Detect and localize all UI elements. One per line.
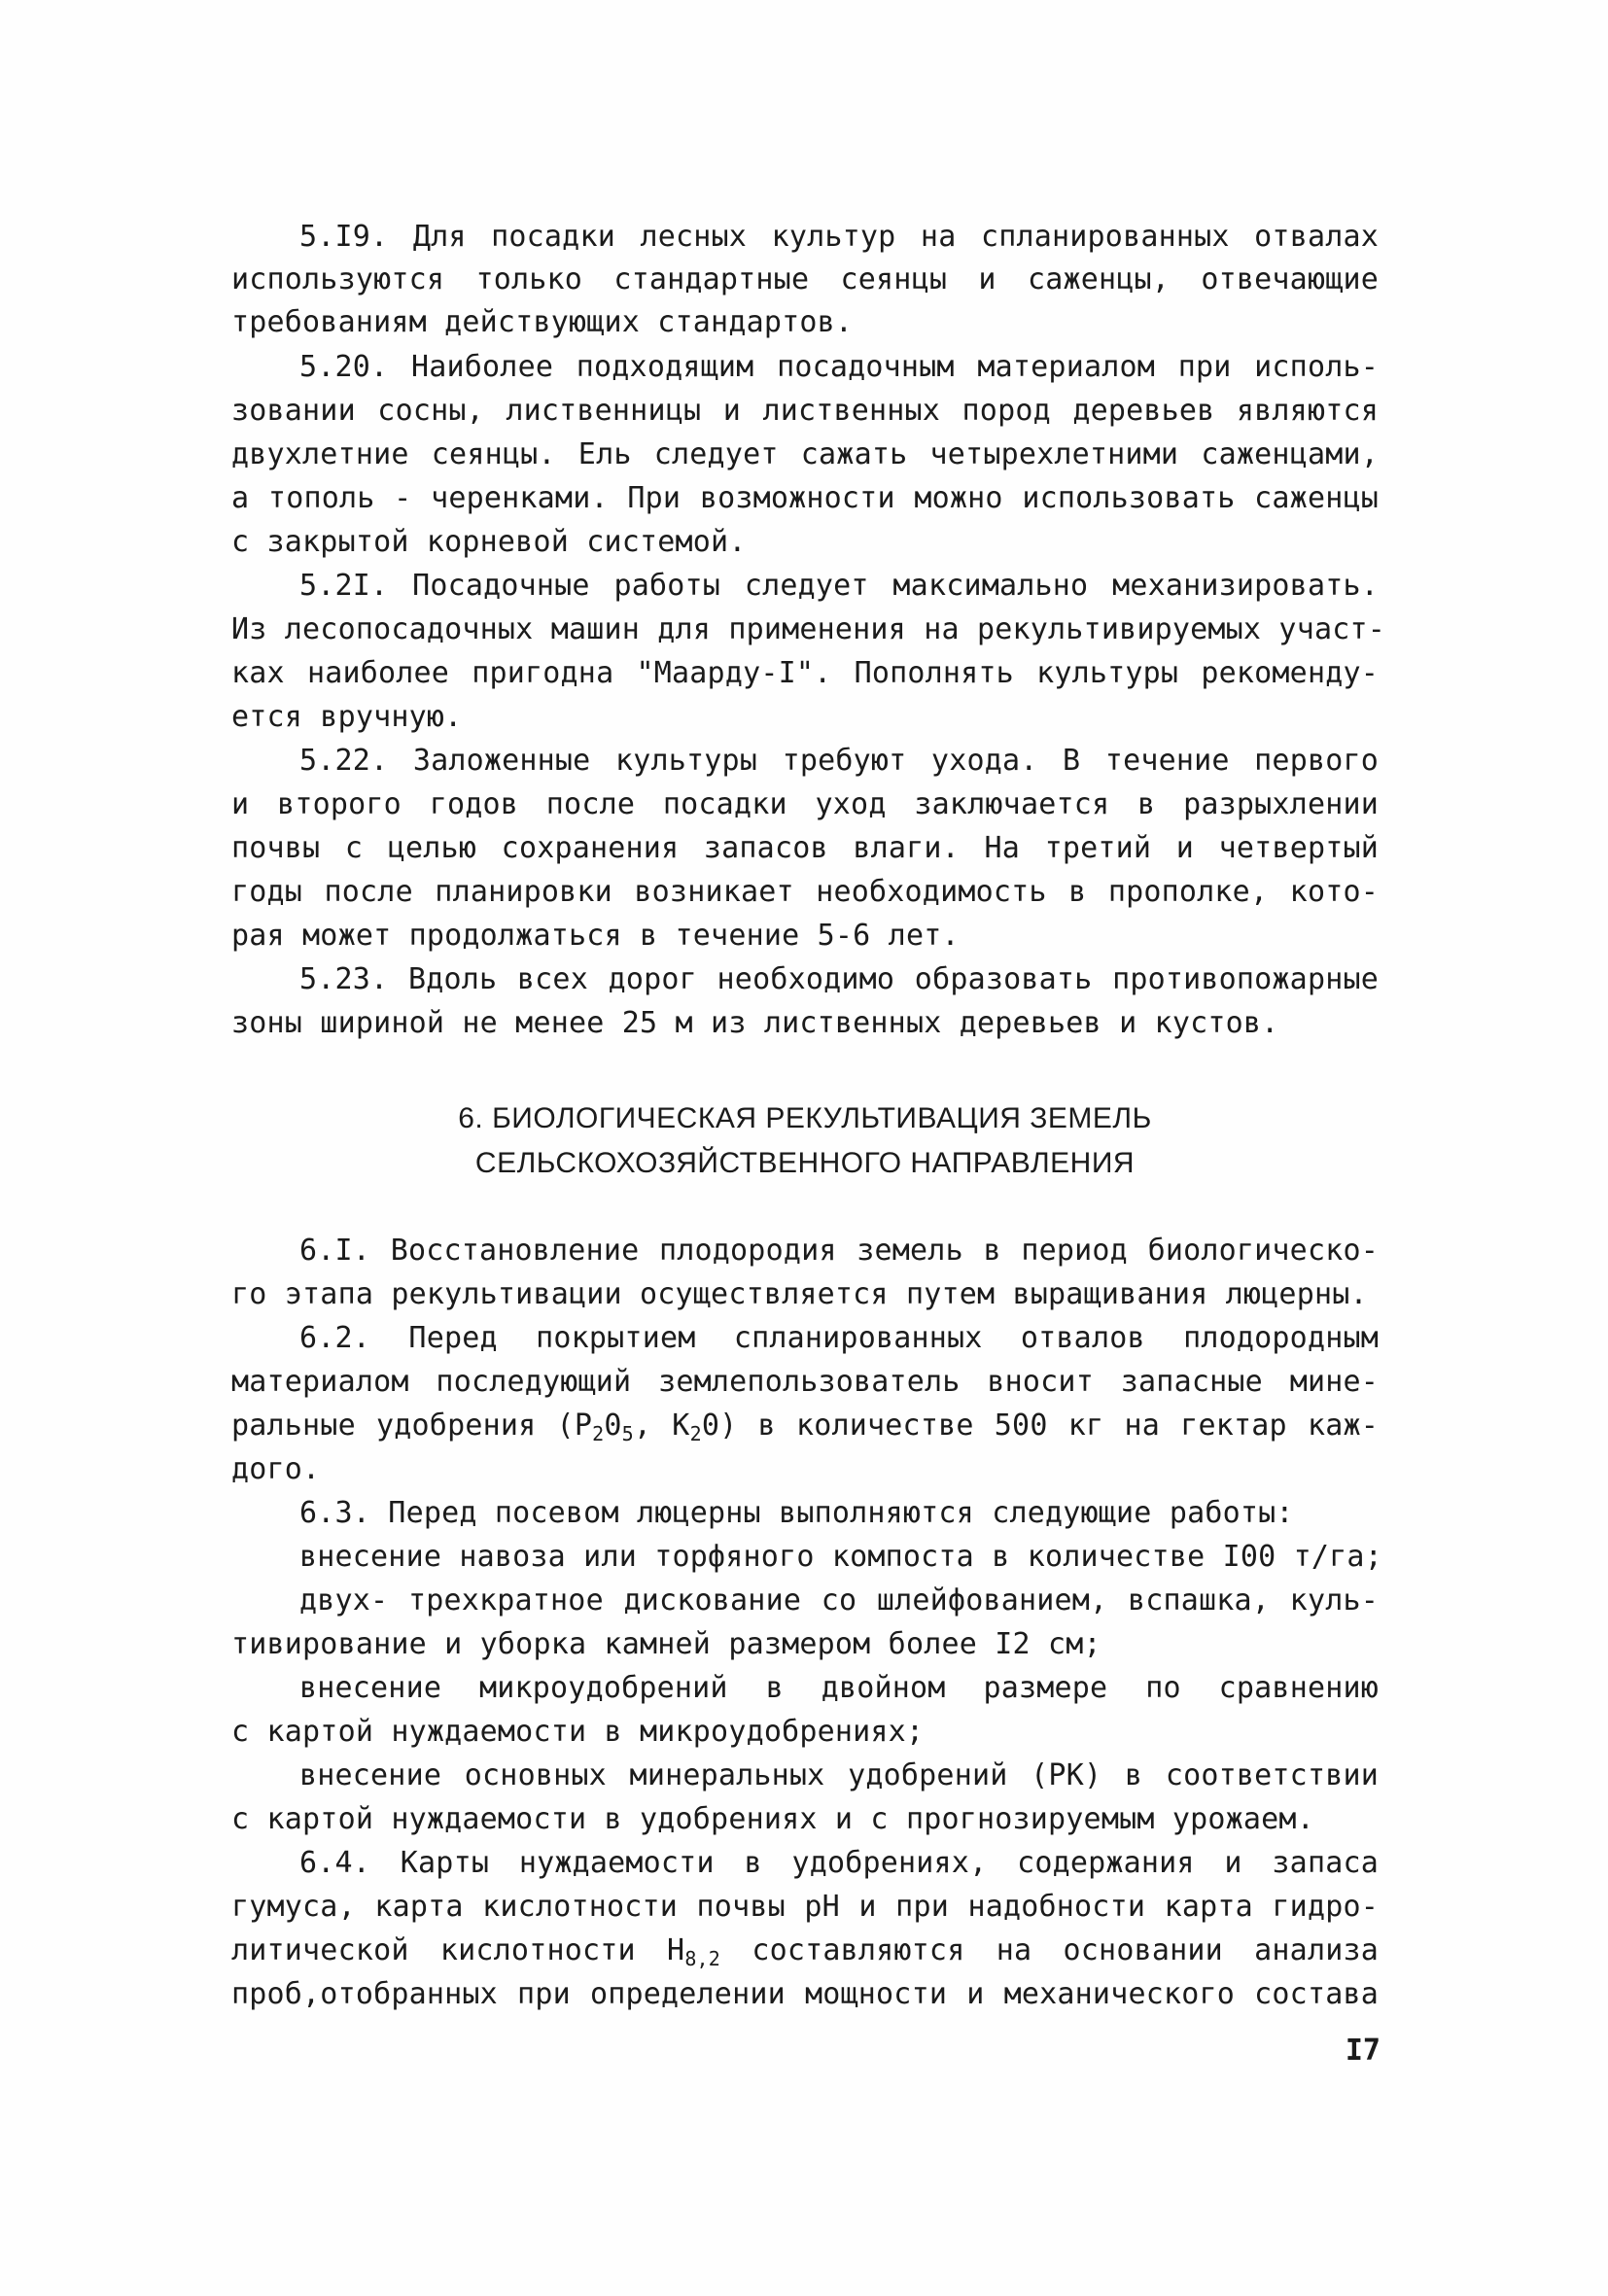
text-line: требованиям действующих стандартов. <box>231 305 854 339</box>
text-line: зовании сосны, лиственницы и лиственных пород деревьев являются <box>231 394 1379 428</box>
text-line: 6.I. Восстановление плодородия земель в период биологическо- <box>299 1234 1379 1268</box>
text-line: Из лесопосадочных машин для применения на рекультивируемых участ- <box>231 612 1385 646</box>
text-line: годы после планировки возникает необходимость в прополке, кото- <box>231 875 1379 909</box>
formula-text: 0 <box>604 1409 622 1443</box>
text-line: почвы с целью сохранения запасов влаги. На третий и четвертый <box>231 831 1379 865</box>
text-line: проб,отобранных при определении мощности и механического состава <box>231 1977 1379 2011</box>
text-line: тивирование и уборка камней размером более I2 см; <box>231 1627 1101 1661</box>
page-number: I7 <box>1345 2034 1381 2068</box>
fertilizer-formula-line <box>231 1405 1379 1447</box>
text-line: ется вручную. <box>231 700 463 734</box>
text-line: 6.2. Перед покрытием спланированных отвалов плодородным <box>299 1321 1379 1355</box>
text-line: 5.23. Вдоль всех дорог необходимо образовать противопожарные <box>299 962 1379 996</box>
acidity-formula-line <box>231 1930 1379 1972</box>
text-line: а тополь - черенками. При возможности можно использовать саженцы <box>231 481 1379 515</box>
subscript: 2 <box>592 1422 605 1445</box>
formula-text: литической кислотности Н <box>231 1933 685 1967</box>
text-line: двух- трехкратное дискование со шлейфованием, вспашка, куль- <box>299 1583 1379 1618</box>
text-line: гумуса, карта кислотности почвы pH и при надобности карта гидро- <box>231 1890 1379 1924</box>
section-heading-line-2: СЕЛЬСКОХОЗЯЙСТВЕННОГО НАПРАВЛЕНИЯ <box>474 1147 1136 1179</box>
text-line: используются только стандартные сеянцы и саженцы, отвечающие <box>231 262 1379 296</box>
text-line: го этапа рекультивации осуществляется путем выращивания люцерны. <box>231 1277 1368 1311</box>
formula-text: ральные удобрения (Р <box>231 1409 593 1443</box>
text-line: внесение основных минеральных удобрений (РК) в соответствии <box>299 1758 1379 1792</box>
text-line: с картой нуждаемости в удобрениях и с прогнозируемым урожаем. <box>231 1802 1314 1836</box>
text-line: рая может продолжаться в течение 5-6 лет. <box>231 919 960 953</box>
text-line: внесение навоза или торфяного компоста в количестве I00 т/га; <box>299 1540 1382 1574</box>
text-line: дого. <box>231 1452 321 1486</box>
text-line: двухлетние сеянцы. Ель следует сажать четырехлетними саженцами, <box>231 437 1379 471</box>
subscript: 8,2 <box>684 1947 721 1970</box>
text-line: зоны шириной не менее 25 м из лиственных деревьев и кустов. <box>231 1006 1279 1040</box>
text-line: 5.22. Заложенные культуры требуют ухода. В течение первого <box>299 744 1379 778</box>
text-line: 6.4. Карты нуждаемости в удобрениях, содержания и запаса <box>299 1846 1379 1880</box>
text-line: с картой нуждаемости в микроудобрениях; <box>231 1715 925 1749</box>
text-line: 6.3. Перед посевом люцерны выполняются следующие работы: <box>299 1496 1294 1530</box>
text-line: с закрытой корневой системой. <box>231 525 747 559</box>
formula-text: 0) в количестве 500 кг на гектар каж- <box>701 1409 1379 1443</box>
text-line: ках наиболее пригодна "Маарду-I". Пополнять культуры рекоменду- <box>231 656 1379 690</box>
text-line: и второго годов после посадки уход заключается в разрыхлении <box>231 787 1379 821</box>
formula-text: составляются на основании анализа <box>720 1933 1379 1967</box>
subscript: 5 <box>621 1422 634 1445</box>
section-heading-line-1: 6. БИОЛОГИЧЕСКАЯ РЕКУЛЬТИВАЦИЯ ЗЕМЕЛЬ <box>458 1102 1152 1134</box>
text-line: 5.20. Наиболее подходящим посадочным материалом при исполь- <box>299 350 1379 384</box>
text-line: 5.I9. Для посадки лесных культур на спланированных отвалах <box>299 220 1379 254</box>
formula-text: , К <box>633 1409 690 1443</box>
subscript: 2 <box>689 1422 702 1445</box>
text-line: материалом последующий землепользователь вносит запасные мине- <box>231 1365 1379 1399</box>
text-line: 5.2I. Посадочные работы следует максимально механизировать. <box>299 569 1379 603</box>
text-line: внесение микроудобрений в двойном размере по сравнению <box>299 1671 1379 1705</box>
